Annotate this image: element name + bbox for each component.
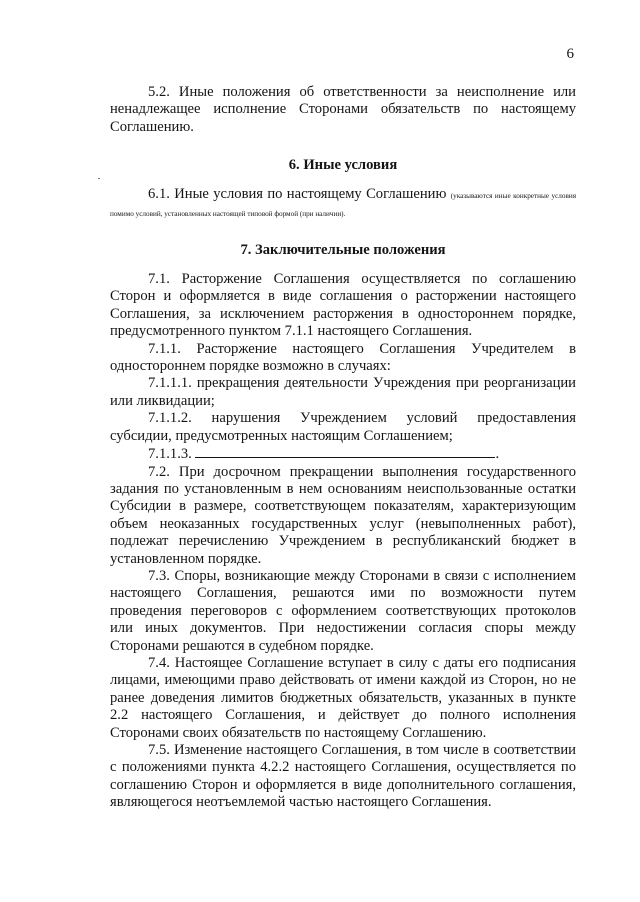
paragraph-7-4: 7.4. Настоящее Соглашение вступает в силу с даты его подписания лицами, имеющими право действовать от имени каждой из Сторон, но не ранее доведения лимитов бюджетных обязательств, указанных в пункте 2.2 настоящего Соглашения, и действует до полного исполнения Сторонами своих обязательств по настоящему Соглашению. [110, 654, 576, 741]
paragraph-6-1 [110, 186, 576, 221]
paragraph-7-1-1-3-label: 7.1.1.3. [148, 446, 192, 463]
paragraph-7-2: 7.2. При досрочном прекращении выполнения государственного задания по установленным в нем основаниям неиспользованные остатки Субсидии в размере, соответствующем показателям, характеризующим объем неоказанных государственных услуг (невыполненных работ), подлежат перечислению Учреждением в республиканский бюджет в установленном порядке. [110, 463, 576, 567]
paragraph-5-2: 5.2. Иные положения об ответственности за неисполнение или ненадлежащее исполнение Сторонами обязательств по настоящему Соглашению. [110, 84, 576, 135]
section-7-title: 7. Заключительные положения [240, 242, 446, 259]
section-6-title: 6. Иные условия [288, 157, 398, 174]
paragraph-7-1-1: 7.1.1. Расторжение настоящего Соглашения Учредителем в одностороннем порядке возможно в случаях: [110, 340, 576, 375]
paragraph-7-1-1-3: 7.1.1.3. . [148, 446, 500, 463]
paragraph-7-1-1-1: 7.1.1.1. прекращения деятельности Учреждения при реорганизации или ликвидации; [110, 375, 576, 409]
paragraph-7-3: 7.3. Споры, возникающие между Сторонами в связи с исполнением настоящего Соглашения, решаются ими по возможности путем проведения переговоров с оформлением соответствующих протоколов или иных документов. При недостижении согласия споры между Сторонами решаются в судебном порядке. [110, 567, 576, 654]
paragraph-7-1-1-2: 7.1.1.2. нарушения Учреждением условий предоставления субсидии, предусмотренных настоящим Соглашением; [110, 410, 576, 444]
document-body [110, 84, 576, 812]
scan-mark [98, 178, 100, 179]
paragraph-7-1: 7.1. Расторжение Соглашения осуществляется по соглашению Сторон и оформляется в виде соглашения о расторжении настоящего Соглашения, за исключением расторжения в одностороннем порядке, предусмотренного пунктом 7.1.1 настоящего Соглашения. [110, 271, 576, 340]
paragraph-6-1-note: (указываются иные конкретные условия помимо условий, установленных настоящей типовой формой (при наличии). [110, 192, 577, 218]
paragraph-7-5: 7.5. Изменение настоящего Соглашения, в том числе в соответствии с положениями пункта 4.2.2 настоящего Соглашения, осуществляется по соглашению Сторон и оформляется в виде дополнительного соглашения, являющегося неотъемлемой частью настоящего Соглашения. [110, 742, 576, 811]
fill-in-blank-line [195, 445, 495, 458]
page-number: 6 [566, 46, 574, 62]
paragraph-6-1-text: 6.1. Иные условия по настоящему Соглашению [148, 186, 447, 203]
